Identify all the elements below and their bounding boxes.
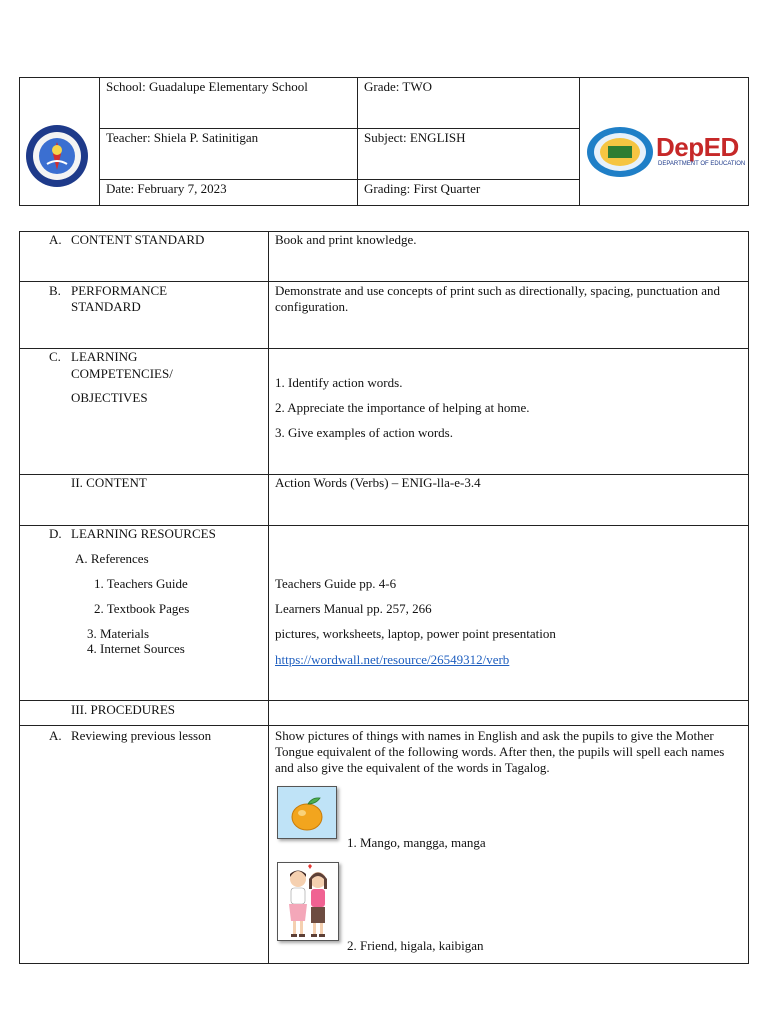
objective-item: 2. Appreciate the importance of helping at home. [275, 400, 530, 415]
internet-source-link[interactable]: https://wordwall.net/resource/26549312/verb [275, 652, 510, 667]
objective-item: 1. Identify action words. [275, 375, 403, 390]
school-seal-icon [586, 126, 654, 178]
school-field: School: Guadalupe Elementary School [106, 79, 308, 94]
teacher-field: Teacher: Shiela P. Satinitigan [106, 130, 259, 145]
deped-logo-subtext: DEPARTMENT OF EDUCATION [658, 161, 746, 167]
textbook-pages-label: 2. Textbook Pages [94, 601, 190, 616]
deped-logo-text: DepED [656, 132, 739, 162]
materials-value: pictures, worksheets, laptop, power point presentation [275, 626, 556, 641]
reviewing-instructions: Show pictures of things with names in English and ask the pupils to give the Mother Tongue equivalent of the following words. After then, the pupils will spell each names and also give the equivalent of the words in Tagalog. [275, 728, 725, 775]
competencies-letter: C. [49, 349, 61, 364]
subject-field: Subject: ENGLISH [364, 130, 466, 145]
content-value: Action Words (Verbs) – ENIG-lla-e-3.4 [275, 475, 481, 490]
grading-field: Grading: First Quarter [364, 181, 481, 196]
deped-logo [656, 134, 746, 170]
objective-item: 3. Give examples of action words. [275, 425, 453, 440]
teachers-guide-value: Teachers Guide pp. 4-6 [275, 576, 397, 591]
content-standard-letter: A. [49, 232, 62, 247]
content-label: II. CONTENT [71, 475, 147, 490]
performance-standard-value: Demonstrate and use concepts of print such as directionally, spacing, punctuation and configuration. [275, 283, 721, 314]
date-field: Date: February 7, 2023 [106, 181, 227, 196]
procedures-label: III. PROCEDURES [71, 702, 176, 717]
competencies-label-1: LEARNING [71, 349, 138, 364]
content-standard-label: CONTENT STANDARD [71, 232, 205, 247]
reviewing-label: Reviewing previous lesson [71, 728, 212, 743]
content-standard-value: Book and print knowledge. [275, 232, 417, 247]
mango-icon [278, 787, 336, 838]
friends-icon [278, 863, 338, 940]
textbook-pages-value: Learners Manual pp. 257, 266 [275, 601, 432, 616]
competencies-label-3: OBJECTIVES [71, 390, 148, 405]
performance-standard-label-1: PERFORMANCE [71, 283, 168, 298]
friends-picture [277, 862, 339, 941]
performance-standard-label-2: STANDARD [71, 299, 141, 314]
review-item-1: 1. Mango, mangga, manga [347, 835, 486, 850]
resources-label: LEARNING RESOURCES [71, 526, 216, 541]
internet-sources-label: 4. Internet Sources [87, 641, 185, 656]
references-label: A. References [75, 551, 149, 566]
performance-standard-letter: B. [49, 283, 61, 298]
competencies-label-2: COMPETENCIES/ [71, 366, 173, 381]
review-item-2: 2. Friend, higala, kaibigan [347, 938, 484, 953]
grade-field: Grade: TWO [364, 79, 432, 94]
deped-seal-icon [25, 124, 89, 188]
reviewing-letter: A. [49, 728, 62, 743]
materials-label: 3. Materials [87, 626, 150, 641]
teachers-guide-label: 1. Teachers Guide [94, 576, 188, 591]
resources-letter: D. [49, 526, 62, 541]
mango-picture [277, 786, 337, 839]
